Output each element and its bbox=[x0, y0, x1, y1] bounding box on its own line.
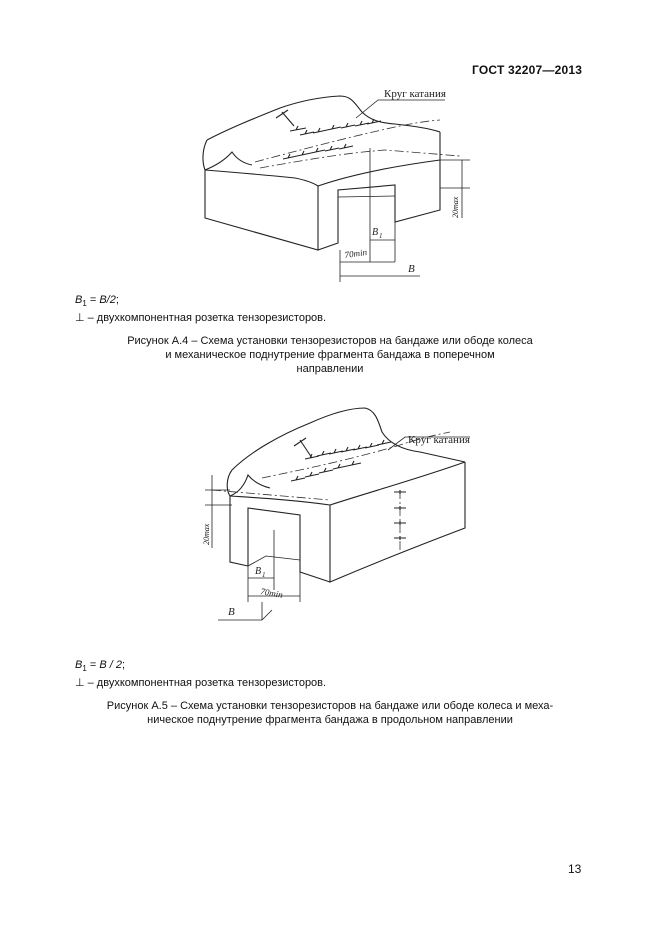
a5-dim-b bbox=[218, 610, 272, 620]
a5-label-b1-sub: 1 bbox=[262, 571, 266, 579]
a5-caption-line1: Рисунок А.5 – Схема установки тензорезисторов на бандаже или ободе колеса и меха- bbox=[106, 700, 554, 712]
a5-legend-b1: $B_1 = B / 2$; bbox=[75, 659, 126, 674]
a4-label-70min: 70min bbox=[343, 246, 368, 260]
a5-label-b: B bbox=[228, 606, 235, 618]
a5-front-face bbox=[230, 496, 248, 566]
a4-caption-line3: направлении bbox=[296, 363, 364, 375]
a5-caption bbox=[70, 699, 590, 727]
a4-caption-line2: и механическое поднутрение фрагмента бандажа в поперечном bbox=[165, 349, 495, 361]
a5-caption-line2: ническое поднутрение фрагмента бандажа в продольном направлении bbox=[147, 714, 513, 726]
a4-legend-b1: $B_1 = B/2$; bbox=[75, 294, 119, 309]
a5-right-face bbox=[330, 462, 465, 582]
page-number: 13 bbox=[568, 862, 582, 876]
a5-right-top-edge bbox=[330, 462, 465, 505]
a5-centerline bbox=[212, 490, 400, 550]
standard-number: ГОСТ 32207—2013 bbox=[472, 63, 583, 77]
a5-legend-rosette: ⊥ – двухкомпонентная розетка тензорезисторов. bbox=[75, 677, 327, 690]
a5-label-wheel-circle: Круг катания bbox=[408, 434, 470, 446]
a4-label-b1: B bbox=[372, 227, 379, 238]
a5-strain-rosettes bbox=[291, 438, 406, 540]
a5-legend bbox=[75, 658, 326, 690]
a5-label-20max: 20max bbox=[202, 523, 211, 545]
a4-legend-rosette: ⊥ – двухкомпонентная розетка тензорезисторов. bbox=[75, 312, 327, 325]
a4-label-20max: 20max bbox=[451, 196, 460, 218]
a5-front-top-edge bbox=[230, 496, 330, 505]
a4-label-b: B bbox=[408, 263, 415, 275]
a5-label-b1: B bbox=[255, 566, 262, 577]
a4-caption-line1: Рисунок А.4 – Схема установки тензорезисторов на бандаже или ободе колеса bbox=[127, 335, 533, 347]
a5-label-70min: 70min bbox=[259, 586, 284, 600]
a4-label-b1-sub: 1 bbox=[379, 232, 383, 240]
a4-label-wheel-circle: Круг катания bbox=[384, 88, 446, 100]
